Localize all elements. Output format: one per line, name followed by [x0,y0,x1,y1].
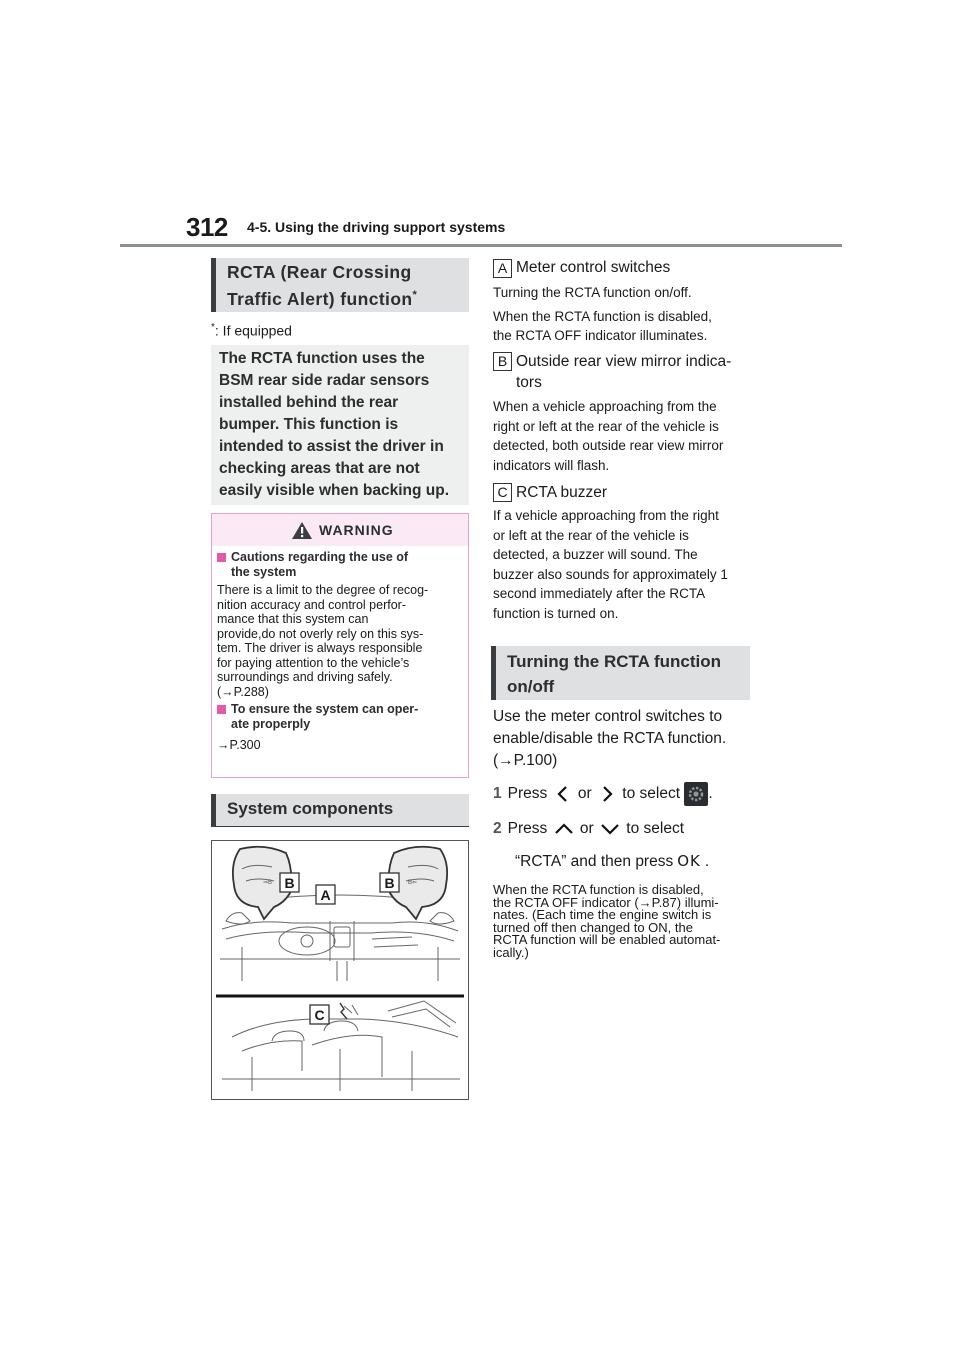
step-number: 2 [493,820,502,837]
turning-note: When the RCTA function is disabled, the RCTA OFF indicator (→P.87) illumi- nates. (Each time the engine switch is turned off then changed to ON, the RCTA function will be enabled automat- ically.) [493,882,721,960]
rcta-heading [211,258,469,312]
section-title: 4-5. Using the driving support systems [247,219,506,235]
up-arrow-icon [552,821,576,837]
figure-label-a: A [320,887,331,903]
settings-gear-icon [684,782,708,806]
rcta-heading-line2: Traffic Alert) function* [227,288,418,309]
footnote: *: If equipped [211,322,292,339]
vehicle-illustration [212,841,468,1099]
svg-text:B⇐: B⇐ [408,880,418,886]
page-ref-link[interactable]: →P.300 [217,738,261,752]
warning-triangle-icon [291,521,313,540]
component-title-c: RCTA buzzer [516,484,608,501]
component-label-c: C [493,483,512,502]
intro-line: installed behind the rear [219,394,399,411]
intro-line: checking areas that are not [219,460,420,477]
right-arrow-icon [596,784,618,804]
component-title-b-cont: tors [516,374,542,391]
figure-label-b-left: B [284,875,295,891]
pink-square-bullet-icon [217,553,226,562]
component-title-b: Outside rear view mirror indica- [516,353,732,370]
rcta-intro-box [211,345,469,505]
warning-header [212,514,468,546]
system-components-heading: System components [211,794,469,827]
intro-line: intended to assist the driver in [219,438,444,455]
intro-line: The RCTA function uses the [219,350,425,367]
component-desc-a: Turning the RCTA function on/off. When the RCTA function is disabled, the RCTA OFF indicator illuminates. [493,285,712,343]
left-arrow-icon [552,784,574,804]
turning-intro: Use the meter control switches to enable/disable the RCTA function. (→P.100) [493,708,727,769]
step-2: 2 Press or to select [493,820,685,837]
page-number: 312 [186,212,228,242]
intro-line: BSM rear side radar sensors [219,372,430,389]
step-1: 1 Press or to select . [493,782,713,806]
down-arrow-icon [598,821,622,837]
component-title-a: Meter control switches [516,259,671,276]
ok-button-icon: OK [677,852,701,870]
warning-item-heading: Cautions regarding the use of the system [217,550,464,580]
component-desc-c: If a vehicle approaching from the right or left at the rear of the vehicle is detected, a buzzer will sound. The buzzer also sounds for approximately 1 second immediately after the RCTA function is turned on. [493,508,728,621]
step-2-cont: “RCTA” and then press OK . [515,852,710,870]
rcta-heading-line1: RCTA (Rear Crossing [227,262,412,282]
figure-label-b-right: B [384,875,395,891]
svg-text:⇒B: ⇒B [263,880,273,886]
warning-box [211,513,469,778]
system-components-figure [211,840,469,1100]
component-label-a: A [493,259,512,278]
step-number: 1 [493,785,502,803]
intro-line: bumper. This function is [219,416,399,433]
intro-line: easily visible when backing up. [219,482,449,499]
component-label-b: B [493,352,512,371]
pink-square-bullet-icon [217,705,226,714]
page-ref-link[interactable]: (→P.100) [493,752,558,769]
header-rule [120,244,842,247]
figure-label-c: C [314,1007,325,1023]
warning-item-heading: To ensure the system can oper- ate properply [217,702,464,732]
warning-item-text: There is a limit to the degree of recog- nition accuracy and control perfor- mance that this system can provide,do not overly rely on this sys- tem. The driver is always responsible for paying attention to the vehicle’s surroundings and driving safely. (→P.288) [217,583,464,699]
turning-heading: Turning the RCTA function on/off [491,646,750,700]
asterisk-mark: * [412,289,418,301]
warning-title: WARNING [319,522,394,538]
page-ref-link[interactable]: (→P.288) [217,684,269,699]
component-desc-b: When a vehicle approaching from the right or left at the rear of the vehicle is detected, both outside rear view mirror indicators will flash. [493,399,724,473]
